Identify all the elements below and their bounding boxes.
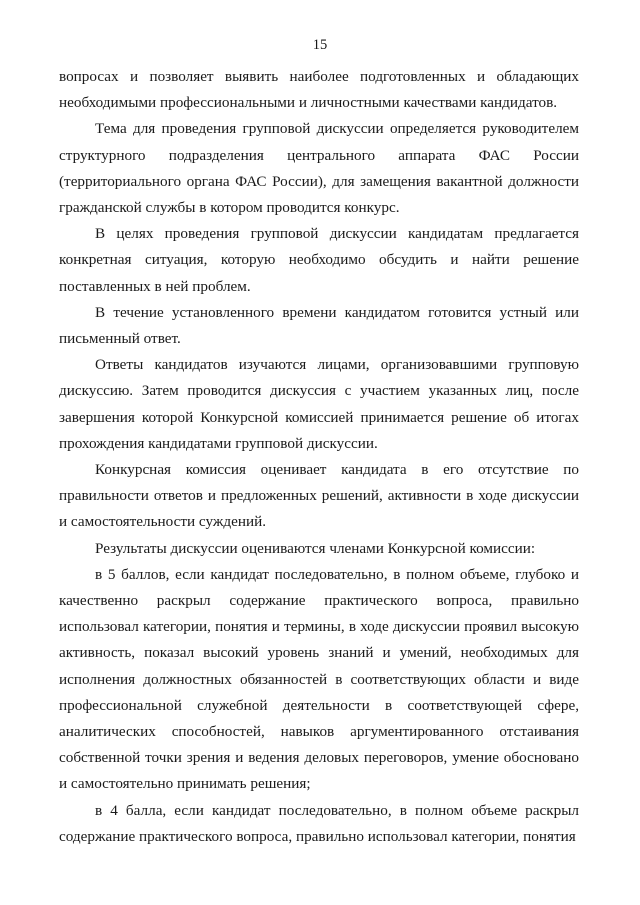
page-number: 15	[312, 37, 328, 53]
paragraph: В течение установленного времени кандидатом готовится устный или письменный ответ.	[59, 303, 579, 348]
paragraph: В целях проведения групповой дискуссии кандидатам предлагается конкретная ситуация, которую необходимо обсудить и найти решение поставленных в ней проблем.	[59, 225, 579, 295]
paragraph: Конкурсная комиссия оценивает кандидата в его отсутствие по правильности ответов и предложенных решений, активности в ходе дискуссии и самостоятельности суждений.	[59, 461, 579, 531]
paragraph-continued: вопросах и позволяет выявить наиболее подготовленных и обладающих необходимыми профессиональными и личностными качествами кандидатов.	[59, 68, 579, 112]
paragraph: Результаты дискуссии оцениваются членами Конкурсной комиссии:	[95, 539, 536, 557]
paragraph: Тема для проведения групповой дискуссии определяется руководителем структурного подразделения центрального аппарата ФАС России (территориального органа ФАС России), для замещения вакантной должности гражданской службы в котором проводится конкурс.	[59, 120, 579, 217]
paragraph: Ответы кандидатов изучаются лицами, организовавшими групповую дискуссию. Затем проводится дискуссия с участием указанных лиц, после завершения которой Конкурсной комиссией принимается решение об итогах прохождения кандидатами групповой дискуссии.	[59, 356, 579, 452]
paragraph: в 4 балла, если кандидат последовательно, в полном объеме раскрыл содержание практического вопроса, правильно использовал категории, понятия	[59, 801, 579, 845]
body-text	[59, 64, 579, 850]
paragraph: в 5 баллов, если кандидат последовательно, в полном объеме, глубоко и качественно раскрыл содержание практического вопроса, правильно использовал категории, понятия и термины, в ходе дискуссии проявил высокую активность, показал высокий уровень знаний и умений, необходимых для исполнения должностных обязанностей в соответствующих области и виде профессиональной служебной деятельности в соответствующей сфере, аналитических способностей, навыков аргументированного отстаивания собственной точки зрения и ведения деловых переговоров, умение обосновано и самостоятельно принимать решения;	[59, 565, 579, 793]
